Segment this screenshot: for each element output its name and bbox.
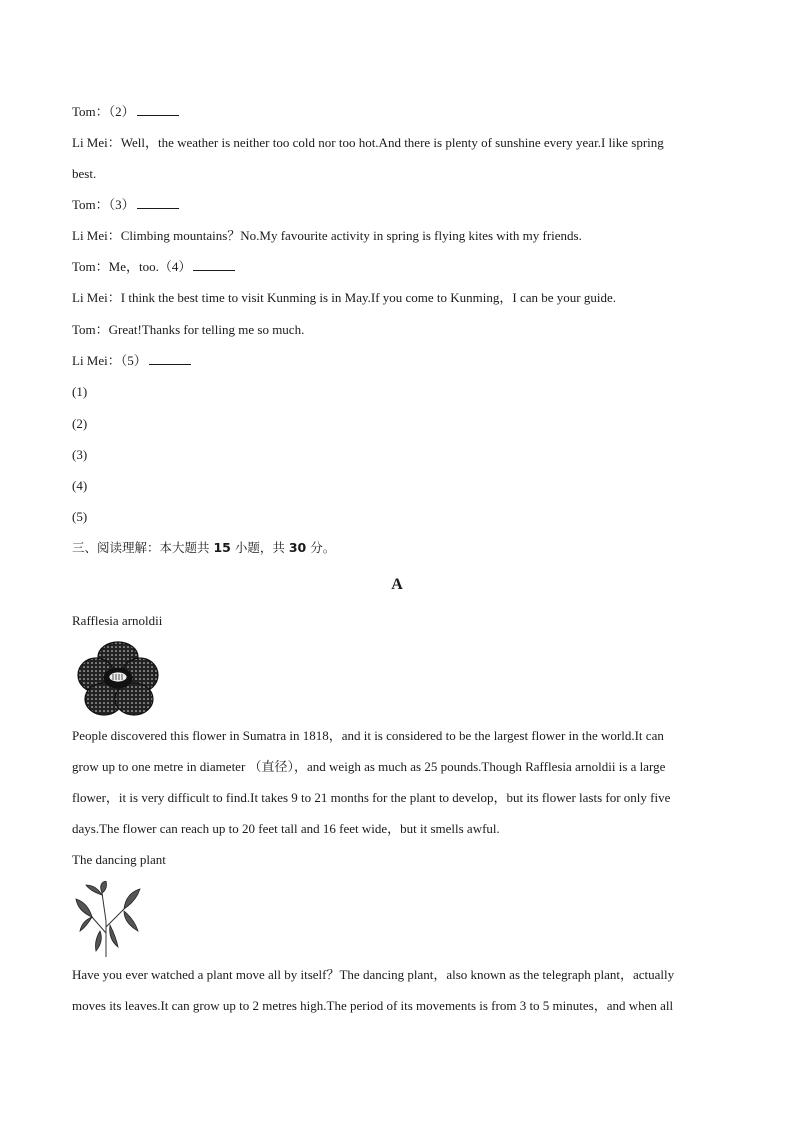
dialogue-line-tom-2 — [72, 102, 179, 122]
speaker: Tom： — [72, 259, 109, 274]
article-title-dancing-plant: The dancing plant — [72, 852, 166, 867]
article1-line-1: People discovered this flower in Sumatra in 1818，and it is considered to be the largest flower in the world.It can — [72, 728, 664, 743]
speaker: Li Mei： — [72, 228, 121, 243]
dialogue-text: Great!Thanks for telling me so much. — [108, 322, 305, 337]
dialogue-text: （5） — [120, 353, 147, 368]
dialogue-text: Me，too.（4） — [108, 259, 192, 274]
answer-slot-2[interactable] — [72, 414, 87, 434]
dialogue-text: Well，the weather is neither too cold nor too hot.And there is plenty of sunshine every year.I like spring — [120, 135, 664, 150]
dialogue-line-tom-5 — [72, 320, 304, 340]
article1-line-2: grow up to one metre in diameter （直径），and weigh as much as 25 pounds.Though Rafflesia arnoldii is a large — [72, 759, 666, 774]
dialogue-line-limei-3 — [72, 288, 616, 308]
answer-number: (1) — [72, 384, 88, 399]
answer-slot-1[interactable] — [72, 382, 87, 402]
answer-slot-5[interactable] — [72, 507, 87, 527]
section-header — [72, 538, 335, 558]
speaker: Li Mei： — [72, 353, 121, 368]
answer-blank[interactable] — [137, 103, 179, 116]
speaker: Li Mei： — [72, 290, 121, 305]
dancing-plant-image — [72, 881, 142, 957]
dialogue-text: best. — [72, 166, 97, 181]
section-middle: 小题，共 — [230, 540, 289, 555]
answer-blank[interactable] — [137, 196, 179, 209]
speaker: Tom： — [72, 104, 109, 119]
section-score: 30 — [288, 540, 307, 555]
answer-number: (5) — [72, 509, 88, 524]
answer-blank[interactable] — [193, 258, 235, 271]
answer-blank[interactable] — [149, 352, 191, 365]
section-suffix: 分。 — [306, 540, 336, 555]
dialogue-line-limei-4 — [72, 351, 191, 371]
dialogue-text: （2） — [108, 104, 135, 119]
speaker: Tom： — [72, 197, 109, 212]
dialogue-line-limei-1 — [72, 133, 664, 153]
answer-number: (4) — [72, 478, 88, 493]
section-prefix: 三、阅读理解：本大题共 — [72, 540, 214, 555]
article-title-rafflesia: Rafflesia arnoldii — [72, 613, 163, 628]
dialogue-text: Climbing mountains？No.My favourite activity in spring is flying kites with my friends. — [120, 228, 582, 243]
answer-slot-4[interactable] — [72, 476, 87, 496]
answer-number: (2) — [72, 416, 88, 431]
answer-number: (3) — [72, 447, 88, 462]
dialogue-line-continuation — [72, 164, 96, 184]
section-count: 15 — [213, 540, 231, 555]
dialogue-line-limei-2 — [72, 226, 582, 246]
article2-line-2: moves its leaves.It can grow up to 2 metres high.The period of its movements is from 3 to 5 minutes，and when all — [72, 998, 674, 1013]
dialogue-line-tom-4 — [72, 257, 235, 277]
dialogue-text: I think the best time to visit Kunming is in May.If you come to Kunming，I can be your guide. — [120, 290, 617, 305]
dialogue-line-tom-3 — [72, 195, 179, 215]
answer-slot-3[interactable] — [72, 445, 87, 465]
rafflesia-flower-image — [74, 641, 162, 717]
passage-heading: A — [391, 576, 403, 593]
dialogue-text: （3） — [108, 197, 135, 212]
speaker: Li Mei： — [72, 135, 121, 150]
article1-line-3: flower，it is very difficult to find.It takes 9 to 21 months for the plant to develop，but its flower lasts for only five — [72, 790, 671, 805]
speaker: Tom： — [72, 322, 109, 337]
article2-line-1: Have you ever watched a plant move all by itself？The dancing plant，also known as the telegraph plant，actually — [72, 967, 675, 982]
article1-line-4: days.The flower can reach up to 20 feet tall and 16 feet wide，but it smells awful. — [72, 821, 500, 836]
